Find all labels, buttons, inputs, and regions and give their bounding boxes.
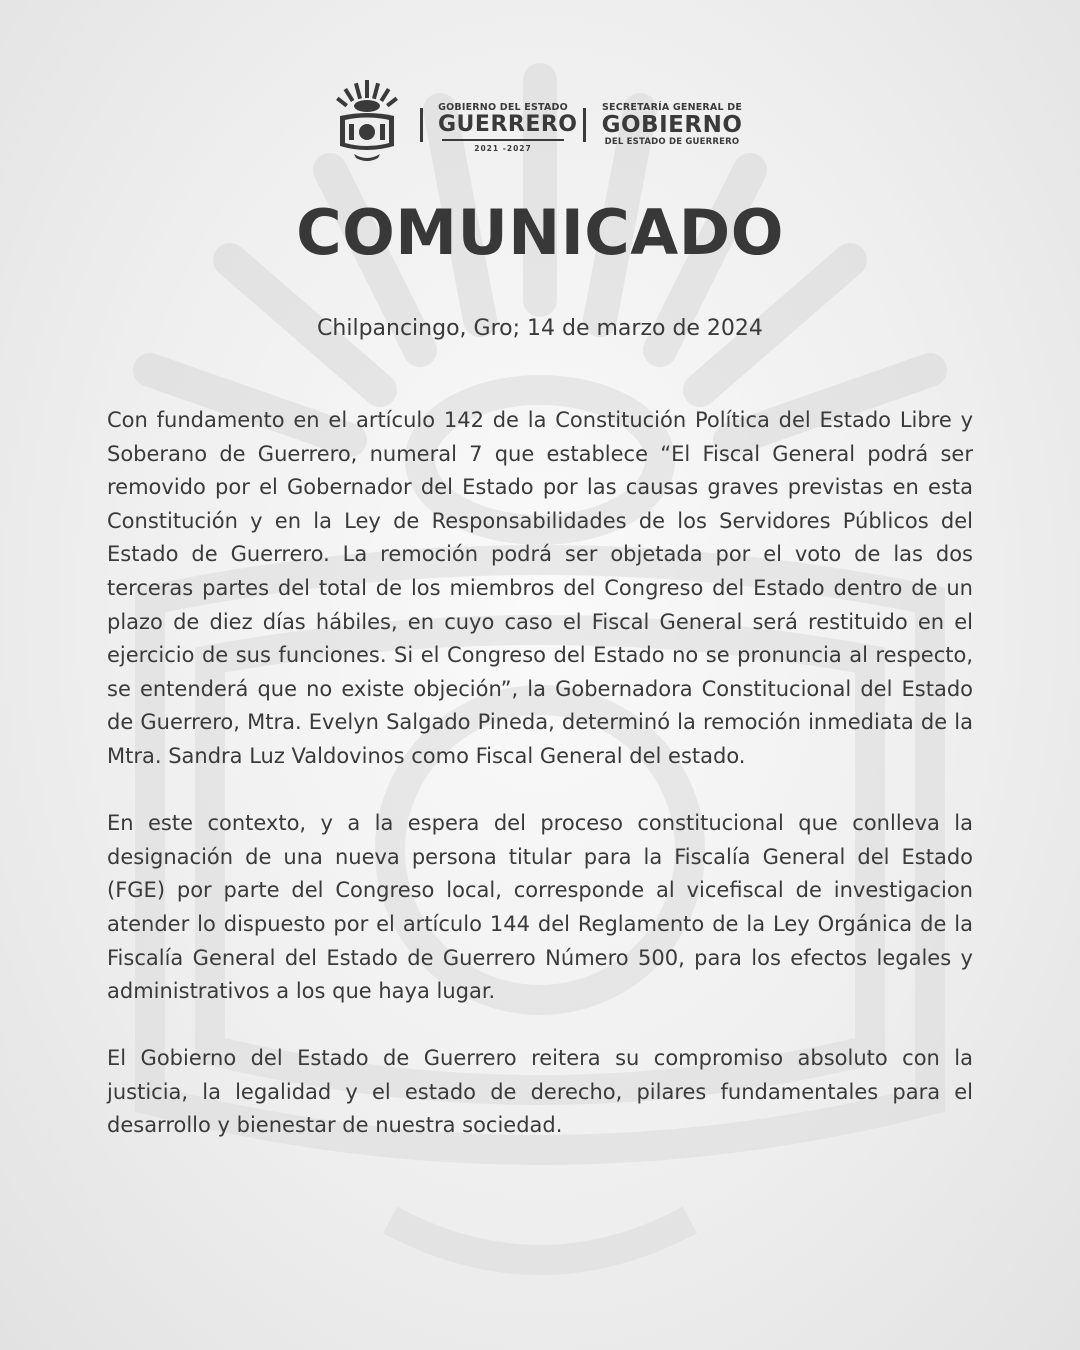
- state-seal-icon: [334, 78, 400, 164]
- paragraph-2: En este contexto, y a la espera del proceso constitucional que conlleva la designación de una nueva persona titular para la Fiscalía General del Estado (FGE) por parte del Congreso local, corresponde al vicefiscal de investigacion atender lo dispuesto por el artículo 144 del Reglamento de la Ley Orgánica de la Fiscalía General del Estado de Guerrero Número 500, para los efectos legales y administrativos a los que haya lugar.: [107, 811, 973, 1004]
- gobierno-guerrero-logo: [438, 102, 578, 153]
- guerrero-logo-rule: [442, 139, 564, 141]
- gobierno-logo-subtitle: DEL ESTADO DE GUERRERO: [604, 137, 740, 147]
- header-divider-left: [420, 108, 423, 142]
- communique-body: [107, 404, 973, 1177]
- page-title: COMUNICADO: [296, 196, 784, 269]
- dateline: Chilpancingo, Gro; 14 de marzo de 2024: [317, 316, 763, 341]
- paragraph-3: El Gobierno del Estado de Guerrero reitera su compromiso absoluto con la justicia, la legalidad y el estado de derecho, pilares fundamentales para el desarrollo y bienestar de nuestra sociedad.: [107, 1046, 973, 1138]
- secretaria-gobierno-logo: [598, 102, 746, 147]
- header-divider-right: [583, 108, 586, 142]
- gobierno-logo-name: GOBIERNO: [601, 112, 743, 138]
- gobierno-logo-small-text: SECRETARÍA GENERAL DE: [601, 102, 743, 113]
- guerrero-logo-years: 2021 -2027: [474, 143, 532, 153]
- header: [0, 78, 1080, 168]
- guerrero-logo-small-text: GOBIERNO DEL ESTADO: [438, 102, 568, 113]
- paragraph-1: Con fundamento en el artículo 142 de la Constitución Política del Estado Libre y Soberano de Guerrero, numeral 7 que establece “El Fiscal General podrá ser removido por el Gobernador del Estado por las causas graves previstas en esta Constitución y en la Ley de Responsabilidades de los Servidores Públicos del Estado de Guerrero. La remoción podrá ser objetada por el voto de las dos terceras partes del total de los miembros del Congreso del Estado dentro de un plazo de diez días hábiles, en cuyo caso el Fiscal General será restituido en el ejercicio de sus funciones. Si el Congreso del Estado no se pronuncia al respecto, se entenderá que no existe objeción”, la Gobernadora Constitucional del Estado de Guerrero, Mtra. Evelyn Salgado Pineda, determinó la remoción inmediata de la Mtra. Sandra Luz Valdovinos como Fiscal General del estado.: [107, 408, 973, 768]
- guerrero-logo-name: GUERRERO: [438, 112, 578, 137]
